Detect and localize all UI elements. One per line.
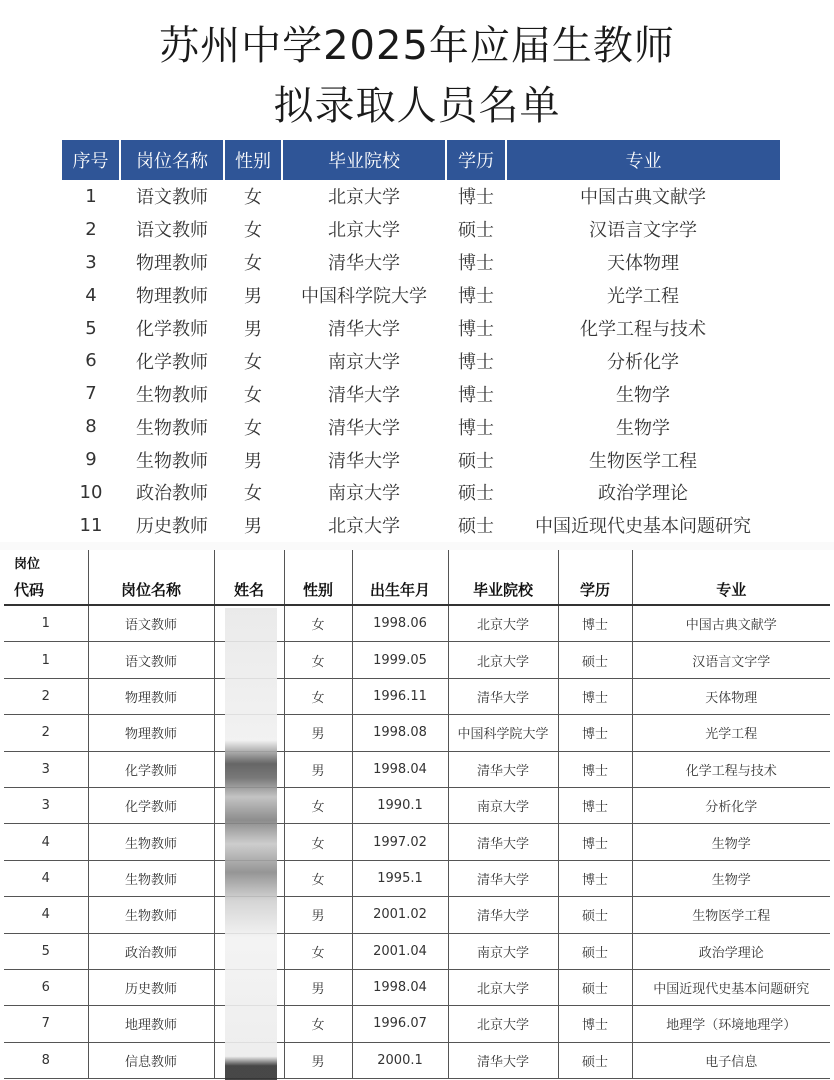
cell-major: 天体物理 [607,253,679,275]
cell-gender: 女 [244,187,262,209]
cell-degree: 硕士 [558,642,632,678]
cell-degree: 博士 [458,319,494,340]
cell-position: 生物教师 [136,450,208,472]
cell-index: 3 [85,251,97,273]
cell-gender: 男 [284,1042,352,1078]
cell-major: 生物学 [632,860,830,896]
cell-gender: 女 [244,351,262,373]
header-position-code-bottom: 代码 [14,581,45,599]
cell-position-code: 7 [4,1006,88,1042]
cell-position-code: 2 [4,715,88,751]
cell-school: 清华大学 [448,897,558,933]
cell-index: 8 [85,416,97,438]
cell-major: 汉语言文字学 [632,642,830,678]
cell-degree: 博士 [558,1006,632,1042]
cell-school: 中国科学院大学 [301,286,427,308]
table-row [62,279,780,312]
table-row [4,897,830,933]
cell-position-code: 2 [4,678,88,714]
cell-position: 化学教师 [88,787,214,823]
cell-degree: 博士 [558,678,632,714]
cell-position-code: 4 [4,897,88,933]
table-row [4,1042,830,1078]
cell-birth: 2000.1 [352,1042,448,1078]
table-row [62,476,780,509]
screenshot-separator [0,542,834,550]
cell-school: 南京大学 [328,351,400,373]
cell-position: 语文教师 [88,642,214,678]
cell-gender: 男 [284,969,352,1005]
cell-gender: 女 [284,605,352,642]
cell-position-code: 5 [4,933,88,969]
cell-degree: 硕士 [558,897,632,933]
cell-position: 历史教师 [88,969,214,1005]
table-row [62,312,780,345]
cell-degree: 博士 [458,286,494,308]
cell-major: 天体物理 [632,678,830,714]
cell-birth: 1997.02 [352,824,448,860]
cell-gender: 女 [284,860,352,896]
cell-degree: 硕士 [558,933,632,969]
cell-gender: 女 [244,384,262,406]
table-row [4,969,830,1005]
cell-position: 物理教师 [136,286,208,308]
cell-school: 中国科学院大学 [448,715,558,751]
cell-major: 分析化学 [632,787,830,823]
cell-major: 生物医学工程 [589,450,697,472]
cell-school: 北京大学 [448,642,558,678]
cell-position: 化学教师 [136,319,208,340]
cell-school: 北京大学 [448,605,558,642]
cell-major: 光学工程 [607,286,679,308]
cell-gender: 男 [244,286,262,308]
table-row [62,377,780,410]
cell-school: 清华大学 [448,860,558,896]
table-row [4,642,830,678]
table-row [4,860,830,896]
cell-position: 信息教师 [88,1042,214,1078]
cell-position: 生物教师 [88,860,214,896]
table-row [4,678,830,714]
cell-position: 物理教师 [88,678,214,714]
cell-index: 9 [85,449,97,471]
table-row [62,410,780,443]
header-major: 专业 [632,550,830,605]
cell-gender: 女 [284,678,352,714]
cell-gender: 男 [284,897,352,933]
cell-school: 北京大学 [328,516,400,538]
cell-index: 7 [85,383,97,405]
header-position: 岗位名称 [88,550,214,605]
admission-detail-table [4,550,830,1079]
cell-school: 清华大学 [328,384,400,406]
cell-position-code: 1 [4,642,88,678]
cell-birth: 1996.11 [352,678,448,714]
cell-school: 清华大学 [448,824,558,860]
table-header-row [62,140,780,180]
cell-school: 清华大学 [328,450,400,472]
cell-school: 南京大学 [328,483,400,505]
cell-position: 化学教师 [88,751,214,787]
cell-birth: 1995.1 [352,860,448,896]
cell-major: 地理学（环境地理学） [632,1006,830,1042]
cell-school: 南京大学 [448,787,558,823]
cell-index: 6 [85,350,97,372]
cell-index: 2 [85,218,97,240]
cell-degree: 博士 [558,787,632,823]
cell-degree: 博士 [458,253,494,275]
cell-position: 生物教师 [136,384,208,406]
cell-major: 中国近现代史基本问题研究 [632,969,830,1005]
name-redaction-mask [225,608,277,1080]
header-school: 毕业院校 [282,140,446,180]
cell-index: 1 [85,185,97,207]
cell-major: 中国古典文献学 [632,605,830,642]
page-subtitle: 拟录取人员名单 [273,83,561,129]
cell-gender: 女 [244,417,262,439]
table-row [4,605,830,642]
header-gender: 性别 [224,140,282,180]
header-position-code [4,550,88,605]
header-major: 专业 [506,140,780,180]
cell-school: 北京大学 [448,969,558,1005]
table-row [62,213,780,246]
cell-school: 南京大学 [448,933,558,969]
header-name: 姓名 [214,550,284,605]
cell-position-code: 6 [4,969,88,1005]
header-position: 岗位名称 [120,140,224,180]
cell-school: 北京大学 [448,1006,558,1042]
table-row [4,933,830,969]
cell-degree: 博士 [558,605,632,642]
cell-position: 地理教师 [88,1006,214,1042]
cell-gender: 男 [284,751,352,787]
cell-degree: 博士 [458,384,494,406]
cell-school: 清华大学 [328,253,400,275]
cell-major: 电子信息 [632,1042,830,1078]
header-degree: 学历 [446,140,506,180]
cell-position-code: 1 [4,605,88,642]
cell-school: 清华大学 [448,751,558,787]
cell-position-code: 3 [4,751,88,787]
cell-position: 化学教师 [136,351,208,373]
cell-major: 分析化学 [607,351,679,373]
cell-position-code: 3 [4,787,88,823]
cell-major: 生物医学工程 [632,897,830,933]
cell-gender: 女 [244,483,262,505]
cell-position: 生物教师 [88,824,214,860]
cell-degree: 博士 [458,351,494,373]
cell-birth: 1998.06 [352,605,448,642]
cell-index: 4 [85,284,97,306]
cell-position: 政治教师 [88,933,214,969]
cell-gender: 女 [284,824,352,860]
table-row [62,246,780,279]
cell-birth: 1990.1 [352,787,448,823]
header-birth: 出生年月 [352,550,448,605]
cell-major: 汉语言文字学 [589,220,697,242]
cell-position: 语文教师 [136,220,208,242]
cell-gender: 女 [284,933,352,969]
cell-birth: 2001.02 [352,897,448,933]
cell-position-code: 4 [4,824,88,860]
table-row [62,509,780,542]
cell-degree: 硕士 [458,450,494,472]
cell-degree: 硕士 [558,969,632,1005]
header-position-code-top: 岗位 [14,557,41,572]
page-title: 苏州中学2025年应届生教师 [159,23,675,69]
cell-degree: 博士 [558,860,632,896]
cell-gender: 女 [244,220,262,242]
cell-school: 清华大学 [328,417,400,439]
cell-major: 光学工程 [632,715,830,751]
cell-major: 化学工程与技术 [632,751,830,787]
cell-degree: 博士 [458,417,494,439]
cell-degree: 博士 [558,824,632,860]
cell-gender: 女 [284,642,352,678]
cell-degree: 博士 [558,751,632,787]
cell-degree: 博士 [558,715,632,751]
cell-birth: 2001.04 [352,933,448,969]
cell-major: 中国古典文献学 [580,187,706,209]
table-header-row [4,550,830,605]
table-row [4,715,830,751]
cell-birth: 1998.04 [352,751,448,787]
cell-school: 清华大学 [448,678,558,714]
table-row [4,1006,830,1042]
cell-index: 11 [79,514,103,536]
cell-major: 生物学 [616,417,670,439]
cell-position: 生物教师 [88,897,214,933]
cell-major: 政治学理论 [632,933,830,969]
cell-birth: 1998.08 [352,715,448,751]
cell-major: 政治学理论 [598,483,688,505]
table-row [62,344,780,377]
cell-index: 5 [85,317,97,339]
cell-school: 北京大学 [328,220,400,242]
table-row [62,443,780,476]
cell-major: 化学工程与技术 [580,319,706,340]
cell-position-code: 8 [4,1042,88,1078]
cell-birth: 1998.04 [352,969,448,1005]
table-row [4,787,830,823]
table-row [4,751,830,787]
cell-degree: 硕士 [458,516,494,538]
cell-gender: 男 [284,715,352,751]
cell-school: 清华大学 [328,319,400,340]
cell-major: 生物学 [632,824,830,860]
cell-position: 物理教师 [136,253,208,275]
cell-position-code: 4 [4,860,88,896]
cell-gender: 女 [244,253,262,275]
table-row [62,180,780,213]
cell-birth: 1996.07 [352,1006,448,1042]
cell-school: 清华大学 [448,1042,558,1078]
cell-gender: 男 [244,319,262,340]
cell-position: 政治教师 [136,483,208,505]
cell-degree: 硕士 [558,1042,632,1078]
cell-major: 生物学 [616,384,670,406]
cell-degree: 博士 [458,187,494,209]
table-row [4,824,830,860]
header-degree: 学历 [558,550,632,605]
cell-degree: 硕士 [458,220,494,242]
header-school: 毕业院校 [448,550,558,605]
cell-index: 10 [79,481,103,503]
admission-summary-table [62,140,780,542]
cell-gender: 女 [284,1006,352,1042]
cell-position: 物理教师 [88,715,214,751]
cell-gender: 女 [284,787,352,823]
header-index: 序号 [62,140,120,180]
cell-position: 语文教师 [88,605,214,642]
cell-position: 历史教师 [136,516,208,538]
cell-gender: 男 [244,516,262,538]
header-gender: 性别 [284,550,352,605]
cell-major: 中国近现代史基本问题研究 [535,516,751,538]
cell-degree: 硕士 [458,483,494,505]
cell-birth: 1999.05 [352,642,448,678]
cell-gender: 男 [244,450,262,472]
cell-school: 北京大学 [328,187,400,209]
cell-position: 语文教师 [136,187,208,209]
cell-position: 生物教师 [136,417,208,439]
